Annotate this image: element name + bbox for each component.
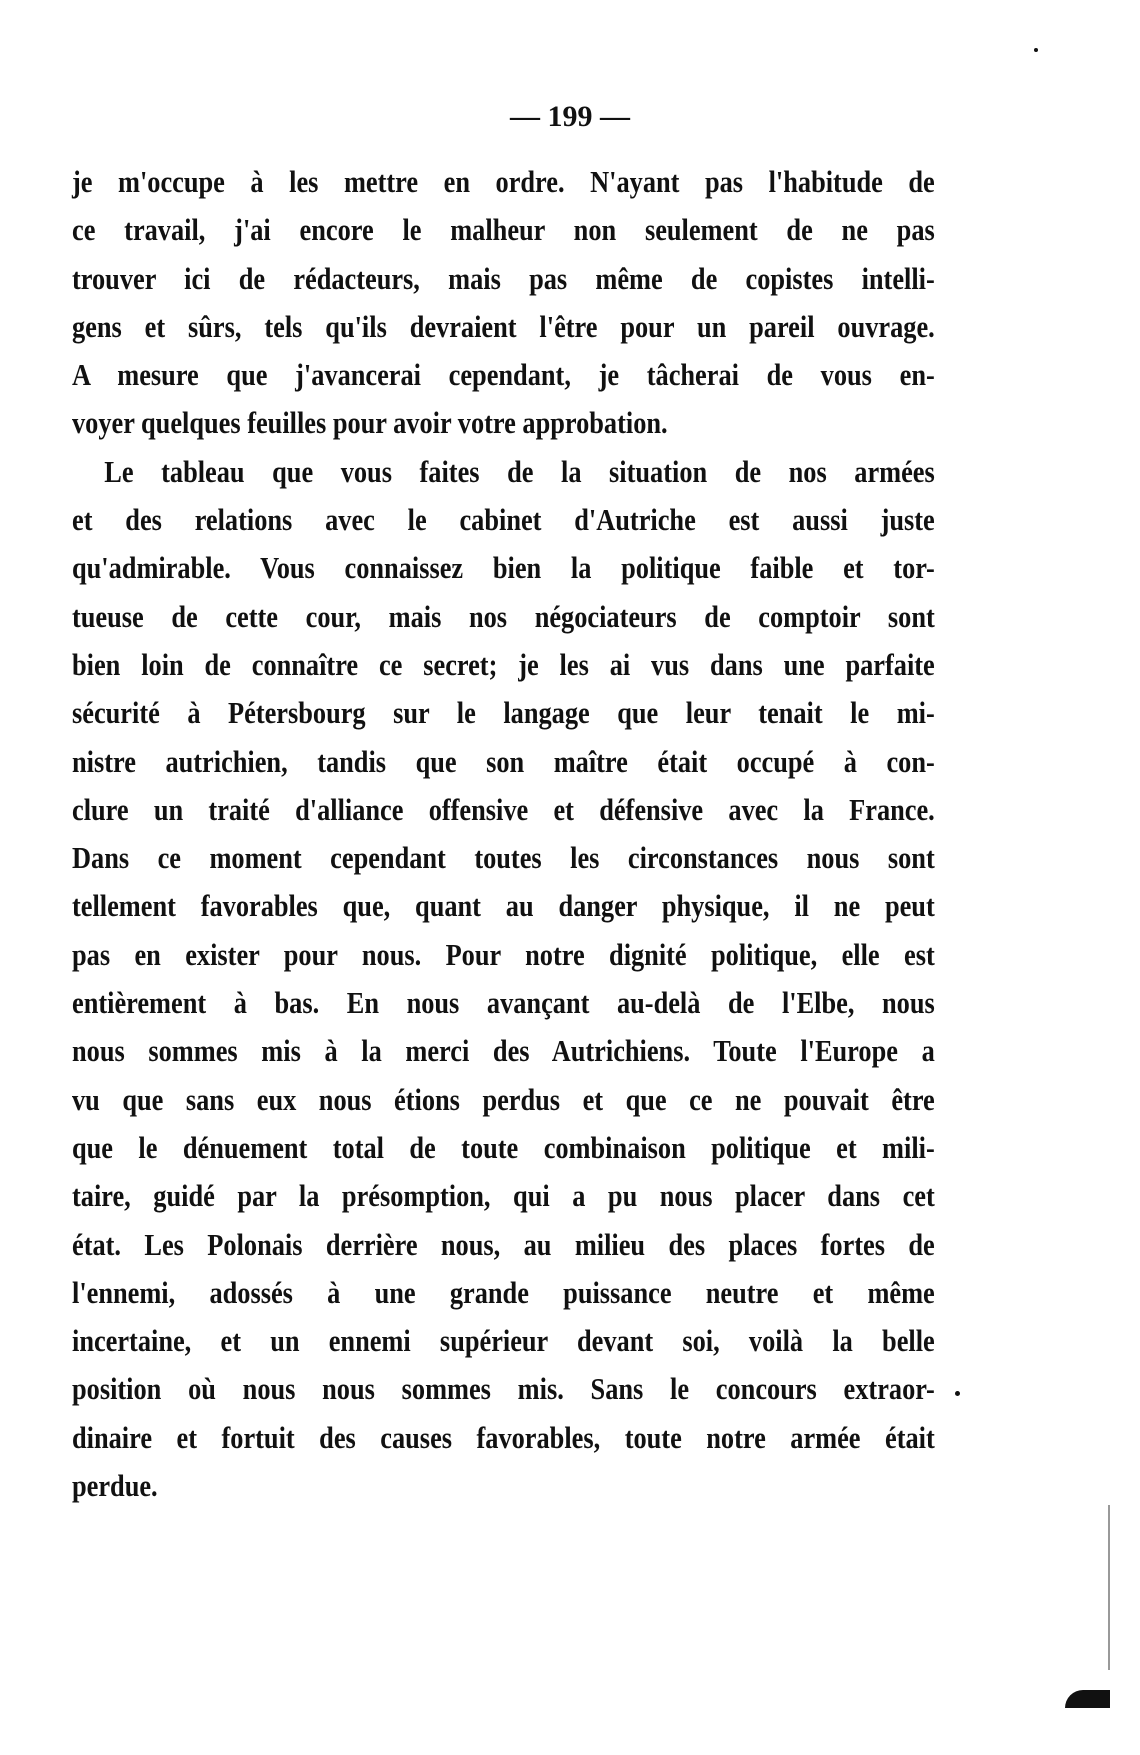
text-line: pas en exister pour nous. Pour notre dignité politique, elle est (72, 936, 935, 972)
text-line: ce travail, j'ai encore le malheur non seulement de ne pas (72, 212, 935, 248)
text-line: Le tableau que vous faites de la situation de nos armées (104, 453, 935, 489)
scan-speck (1034, 48, 1038, 52)
scan-speck (955, 1391, 960, 1396)
text-line: nous sommes mis à la merci des Autrichiens. Toute l'Europe a (72, 1033, 935, 1069)
text-line: perdue. (72, 1468, 158, 1504)
text-line: et des relations avec le cabinet d'Autriche est aussi juste (72, 502, 935, 538)
text-line: tueuse de cette cour, mais nos négociateurs de comptoir sont (72, 598, 935, 634)
text-line: bien loin de connaître ce secret; je les ai vus dans une parfaite (72, 646, 935, 682)
text-line: incertaine, et un ennemi supérieur devant soi, voilà la belle (72, 1323, 935, 1359)
text-line: tellement favorables que, quant au danger physique, il ne peut (72, 888, 935, 924)
text-line: A mesure que j'avancerai cependant, je tâcherai de vous en- (72, 357, 935, 393)
text-line: position où nous nous sommes mis. Sans le concours extraor- (72, 1371, 935, 1407)
text-line: que le dénuement total de toute combinaison politique et mili- (72, 1129, 935, 1165)
text-line: Dans ce moment cependant toutes les circonstances nous sont (72, 840, 935, 876)
text-line: taire, guidé par la présomption, qui a pu nous placer dans cet (72, 1178, 935, 1214)
text-line: voyer quelques feuilles pour avoir votre approbation. (72, 405, 668, 441)
body-text (72, 158, 1087, 1510)
text-line: trouver ici de rédacteurs, mais pas même de copistes intelli- (72, 260, 935, 296)
scan-edge-blot (1065, 1690, 1110, 1708)
page-number: — 199 — (510, 100, 630, 133)
text-line: nistre autrichien, tandis que son maître était occupé à con- (72, 743, 935, 779)
text-line: l'ennemi, adossés à une grande puissance neutre et même (72, 1274, 935, 1310)
text-line: gens et sûrs, tels qu'ils devraient l'être pour un pareil ouvrage. (72, 308, 935, 344)
scan-edge-line (1108, 1505, 1110, 1670)
text-line: je m'occupe à les mettre en ordre. N'ayant pas l'habitude de (72, 164, 935, 199)
text-line: dinaire et fortuit des causes favorables, toute notre armée était (72, 1419, 935, 1455)
text-line: état. Les Polonais derrière nous, au milieu des places fortes de (72, 1226, 935, 1262)
text-line: qu'admirable. Vous connaissez bien la politique faible et tor- (72, 550, 935, 586)
text-line: sécurité à Pétersbourg sur le langage que leur tenait le mi- (72, 695, 935, 731)
text-line: entièrement à bas. En nous avançant au-delà de l'Elbe, nous (72, 985, 935, 1021)
text-line: vu que sans eux nous étions perdus et que ce ne pouvait être (72, 1081, 935, 1117)
text-line: clure un traité d'alliance offensive et défensive avec la France. (72, 791, 935, 827)
